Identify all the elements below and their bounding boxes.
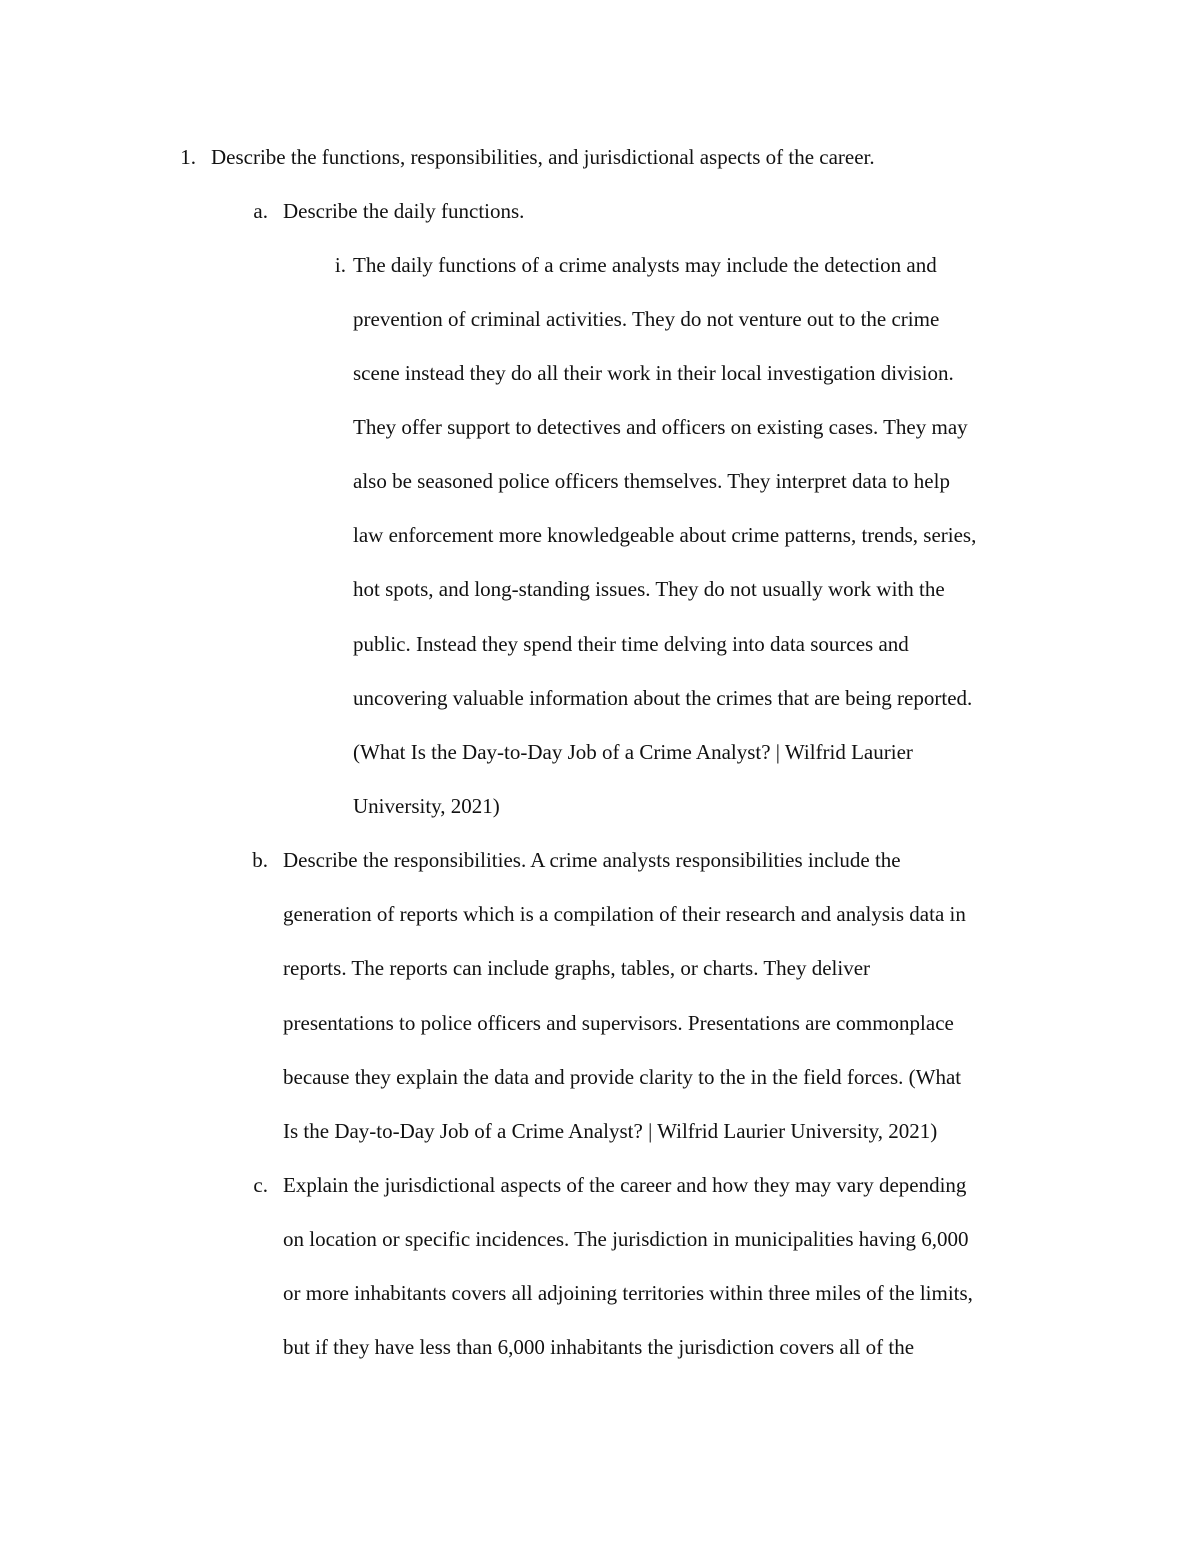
list-marker-c: c. [253, 1173, 268, 1197]
item-c-line: on location or specific incidences. The jurisdiction in municipalities having 6,000 [283, 1227, 969, 1251]
item-i-line: law enforcement more knowledgeable about crime patterns, trends, series, [353, 523, 977, 547]
item-i-line: also be seasoned police officers themselves. They interpret data to help [353, 469, 950, 493]
list-marker-a: a. [253, 199, 268, 223]
list-marker-i: i. [334, 253, 346, 277]
item-i-line: uncovering valuable information about the crimes that are being reported. [353, 686, 973, 710]
item-i-line: hot spots, and long-standing issues. They do not usually work with the [353, 577, 945, 601]
item-i-citation: (What Is the Day-to-Day Job of a Crime Analyst? | Wilfrid Laurier [353, 740, 913, 764]
item-c-line: but if they have less than 6,000 inhabitants the jurisdiction covers all of the [283, 1335, 915, 1359]
item-i-line: scene instead they do all their work in their local investigation division. [353, 361, 954, 385]
item-b-citation: Is the Day-to-Day Job of a Crime Analyst? | Wilfrid Laurier University, 2021) [283, 1119, 938, 1143]
item-i-line: public. Instead they spend their time delving into data sources and [353, 632, 909, 656]
item-b-line: generation of reports which is a compilation of their research and analysis data in [283, 902, 966, 926]
list-marker-1: 1. [180, 145, 196, 169]
list-marker-b: b. [252, 848, 268, 872]
item-a-text: Describe the daily functions. [283, 199, 525, 223]
item-1-text: Describe the functions, responsibilities, and jurisdictional aspects of the career. [211, 145, 875, 169]
item-b-line: Describe the responsibilities. A crime analysts responsibilities include the [283, 848, 901, 872]
item-i-citation: University, 2021) [353, 794, 500, 818]
item-i-line: prevention of criminal activities. They do not venture out to the crime [353, 307, 940, 331]
item-c-line: or more inhabitants covers all adjoining territories within three miles of the limits, [283, 1281, 973, 1305]
item-c-line: Explain the jurisdictional aspects of the career and how they may vary depending [283, 1173, 967, 1197]
item-b-line: presentations to police officers and supervisors. Presentations are commonplace [283, 1011, 954, 1035]
item-b-line: reports. The reports can include graphs, tables, or charts. They deliver [283, 956, 871, 980]
item-b-line: because they explain the data and provide clarity to the in the field forces. (What [283, 1065, 962, 1089]
item-i-line: The daily functions of a crime analysts may include the detection and [353, 253, 937, 277]
item-i-line: They offer support to detectives and officers on existing cases. They may [353, 415, 968, 439]
